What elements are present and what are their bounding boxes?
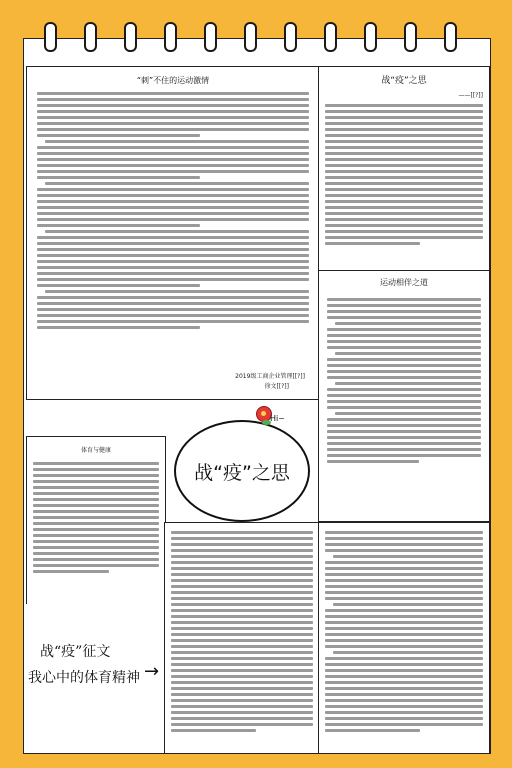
banner-title-line1: 战“疫”征文 xyxy=(40,644,111,660)
right-top-panel xyxy=(318,66,490,288)
left-mid-panel xyxy=(26,436,166,606)
binder-ring xyxy=(44,22,57,52)
binder-ring xyxy=(124,22,137,52)
bottom-right-body xyxy=(319,523,489,743)
binder-ring xyxy=(164,22,177,52)
right-mid-title: 运动相伴之道 xyxy=(380,278,428,287)
main-essay-signature-2: 徐文[[?]] xyxy=(264,383,289,390)
hi-text: Hi~ xyxy=(270,414,285,423)
binder-ring xyxy=(284,22,297,52)
bottom-mid-panel xyxy=(164,522,320,754)
main-essay-panel xyxy=(26,66,320,400)
banner-title-line2: 我心中的体育精神 xyxy=(28,670,140,686)
arrow-right-icon: → xyxy=(144,661,160,682)
binder-ring xyxy=(324,22,337,52)
bubble-title: 战“疫”之思 xyxy=(194,461,290,484)
right-top-title: 战“疫”之思 xyxy=(381,76,427,86)
left-mid-title: 体育与健康 xyxy=(80,447,111,454)
binder-ring xyxy=(204,22,217,52)
left-mid-body xyxy=(27,460,165,578)
binder-ring xyxy=(244,22,257,52)
main-essay-body xyxy=(27,92,319,329)
binder-ring xyxy=(364,22,377,52)
right-top-subtitle: ——[[?]] xyxy=(458,92,483,99)
main-essay-title: “刺”不住的运动激情 xyxy=(136,76,210,85)
right-top-body xyxy=(319,100,489,252)
main-essay-signature-1: 2019级工商企业管理[[?]] xyxy=(235,373,305,380)
binder-ring xyxy=(404,22,417,52)
bottom-right-panel xyxy=(318,522,490,754)
speech-bubble xyxy=(174,420,310,522)
binder-ring xyxy=(444,22,457,52)
right-mid-body xyxy=(319,294,489,470)
right-mid-panel xyxy=(318,270,490,522)
binder-ring xyxy=(84,22,97,52)
bottom-mid-body xyxy=(165,523,319,743)
